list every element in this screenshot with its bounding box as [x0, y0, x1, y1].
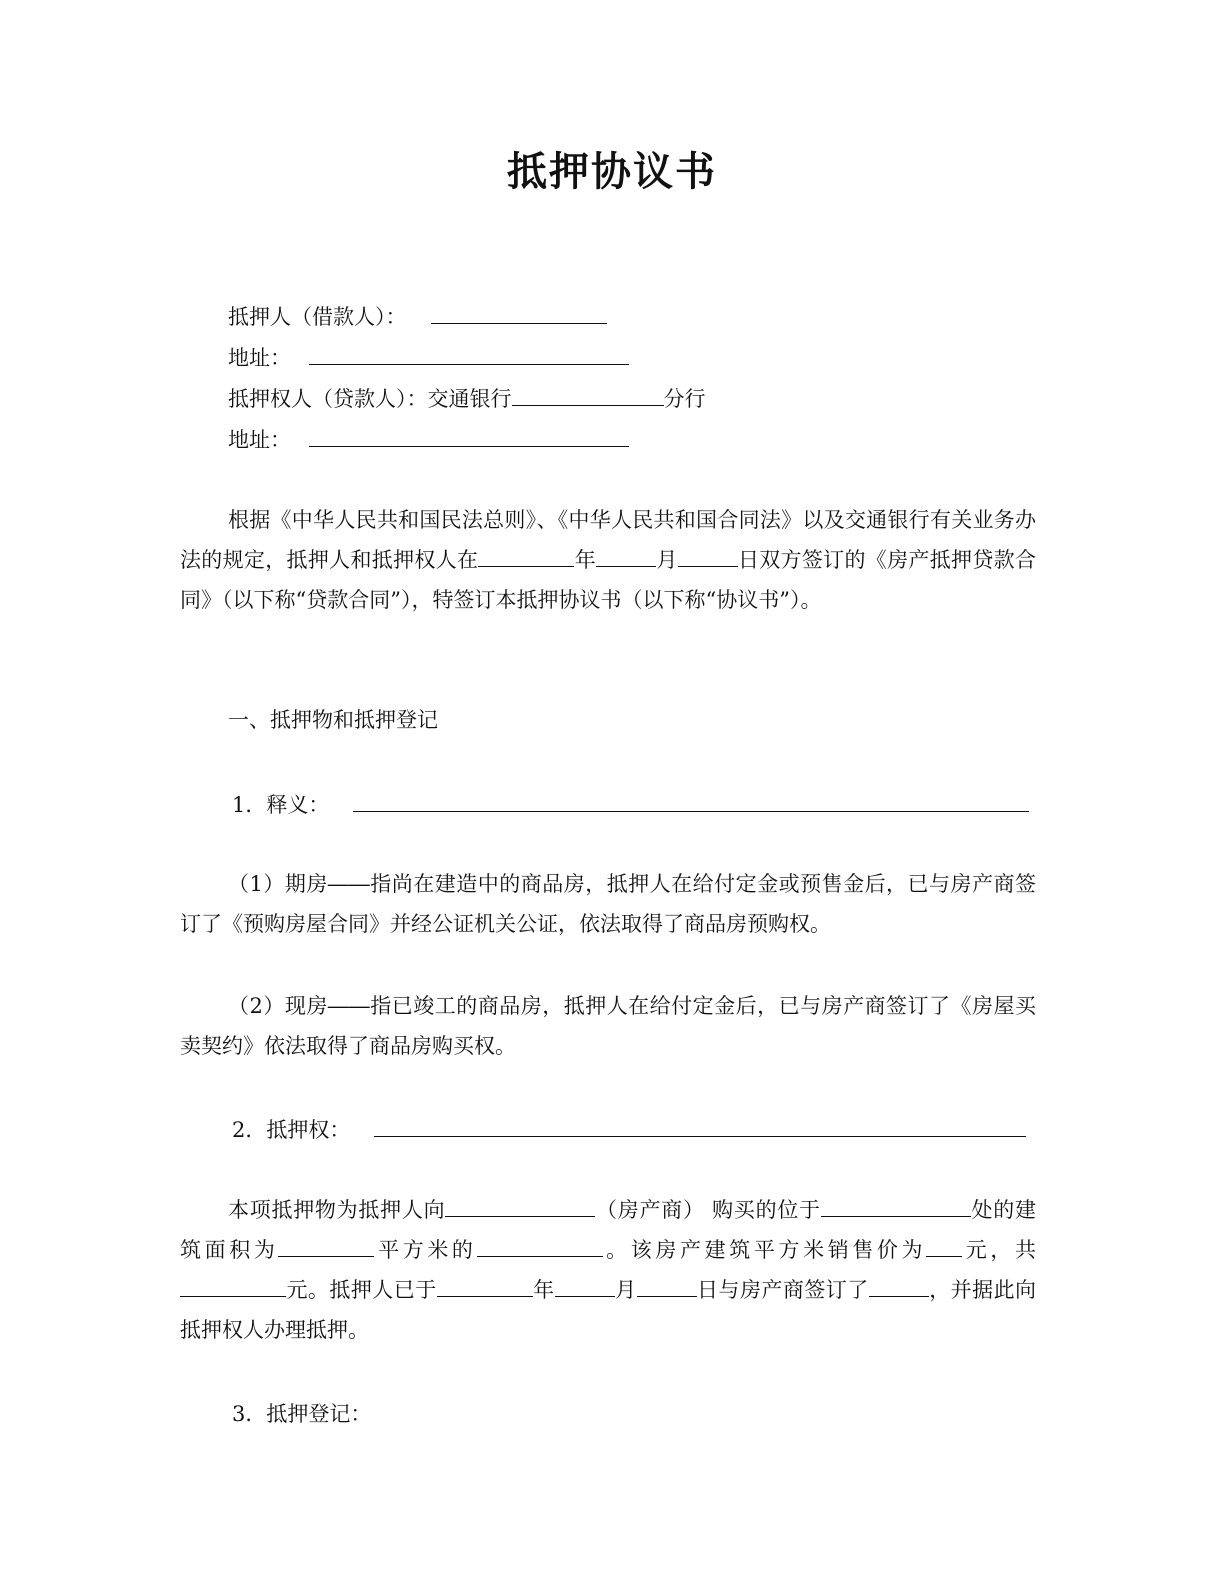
definition-2: （2）现房――指已竣工的商品房，抵押人在给付定金后，已与房产商签订了《房屋买卖契约》依法取得了商品房购买权。	[180, 994, 1036, 1058]
address2-blank	[309, 424, 629, 447]
intro-paragraph	[180, 500, 1036, 620]
item3-line: 3．抵押登记：	[232, 1402, 372, 1426]
para-text-11: ，并据此向抵押权人办理抵押。	[180, 1278, 1037, 1342]
para-year: 年	[532, 1278, 555, 1302]
contract-name-blank	[869, 1274, 929, 1297]
intro-month: 月	[656, 548, 678, 572]
item2-label: 2．抵押权：	[232, 1118, 351, 1142]
para-text-1: 本项抵押物为抵押人向	[228, 1198, 446, 1222]
location-blank	[821, 1194, 971, 1217]
definition-1: （1）期房――指尚在建造中的商品房，抵押人在给付定金或预售金后，已与房产商签订了《预购房屋合同》并经公证机关公证，依法取得了商品房预购权。	[180, 872, 1036, 936]
mortgagor-label: 抵押人（借款人）：	[228, 305, 407, 329]
contract-month-blank	[555, 1274, 615, 1297]
para-text-7: 元。抵押人已于	[286, 1278, 437, 1302]
para-text-5: 。该房产建筑平方米销售价为	[602, 1238, 927, 1262]
item2-blank	[374, 1114, 1026, 1137]
para-text-6: 元，共	[962, 1238, 1037, 1262]
intro-date-blank-month	[596, 544, 656, 567]
address1-line	[228, 342, 629, 372]
intro-text-1: 根据《中华人民共和国民法总则》、《中华人民共和国合同法》以及交通银行有关业务办法的规定，抵押人和抵押权人在	[180, 508, 1036, 572]
item1-line	[232, 789, 1029, 819]
para-text-10: 日与房产商签订了	[696, 1278, 869, 1302]
total-price-blank	[180, 1274, 286, 1297]
mortgagee-label: 抵押权人（贷款人）：交通银行	[228, 387, 512, 411]
intro-date-blank-day	[678, 544, 738, 567]
intro-date-blank-year	[478, 544, 574, 567]
mortgagee-line	[228, 383, 706, 413]
address2-line	[228, 424, 629, 454]
address1-blank	[309, 342, 629, 365]
intro-year: 年	[574, 548, 596, 572]
para-text-2: （房产商） 购买的位于	[595, 1198, 821, 1222]
branch-blank	[512, 383, 664, 406]
contract-day-blank	[637, 1274, 697, 1297]
section1-heading: 一、抵押物和抵押登记	[228, 708, 438, 732]
para-text-4: 平方米的	[374, 1238, 477, 1262]
contract-year-blank	[437, 1274, 533, 1297]
area-blank	[278, 1234, 374, 1257]
document-title: 抵押协议书	[507, 149, 717, 195]
item1-label: 1．释义：	[232, 793, 330, 817]
developer-blank	[445, 1194, 595, 1217]
mortgage-paragraph	[180, 1190, 1036, 1350]
branch-suffix: 分行	[663, 387, 706, 411]
mortgagor-blank	[431, 301, 607, 324]
mortgagor-line	[228, 301, 607, 331]
item1-blank	[353, 789, 1029, 812]
address2-label: 地址：	[228, 428, 291, 452]
intro-text-2: 日双方签订的《房产抵押贷款合同》（以下称“贷款合同”），特签订本抵押协议书（以下称“协议书”）。	[180, 548, 1036, 612]
unit-price-blank	[926, 1234, 962, 1257]
address1-label: 地址：	[228, 346, 291, 370]
para-text-3: 处的建筑面积为	[180, 1198, 1036, 1262]
property-type-blank	[477, 1234, 603, 1257]
para-month: 月	[614, 1278, 637, 1302]
item2-line	[232, 1114, 1026, 1144]
